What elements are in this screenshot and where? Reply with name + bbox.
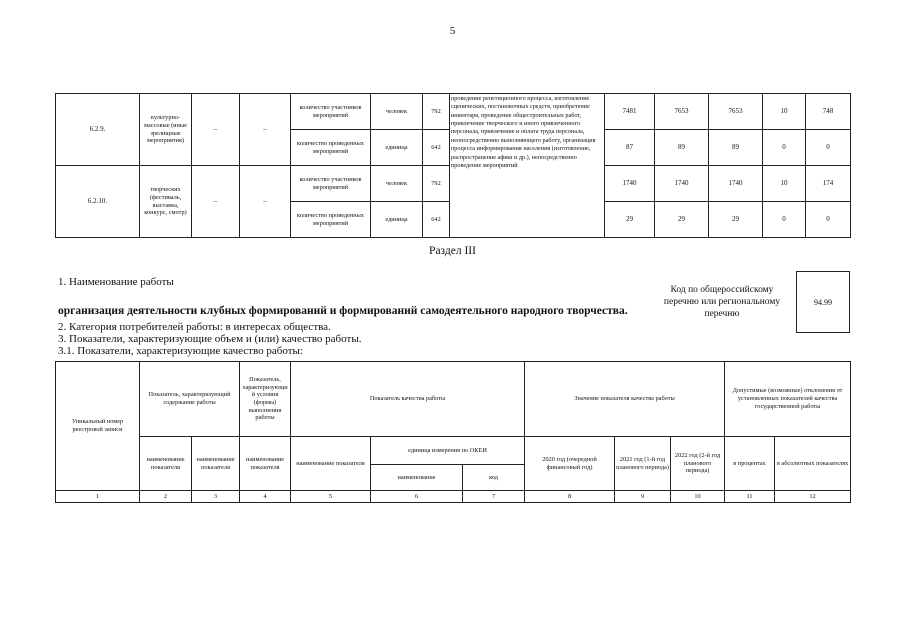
value-2021: 1740 [655, 166, 709, 202]
header-percent: в процентах [725, 437, 775, 491]
deviation-absolute: 0 [806, 130, 851, 166]
header-conditions: Показатель, характеризующий условия (формы) выполнения работы [240, 362, 291, 437]
column-number: 1 [56, 491, 140, 503]
row-dash: – [240, 94, 291, 166]
indicators-heading: 3. Показатели, характеризующие объем и (или) качество работы. [58, 333, 362, 345]
row-unit: человек [371, 166, 423, 202]
activity-table [55, 93, 851, 238]
row-indicator: количество проведенных мероприятий [291, 130, 371, 166]
deviation-absolute: 0 [806, 202, 851, 238]
column-number-row [56, 491, 851, 503]
column-number: 10 [671, 491, 725, 503]
header-unit-okei: единица измерения по ОКЕИ [371, 437, 525, 465]
header-row [56, 362, 851, 437]
consumer-category: 2. Категория потребителей работы: в интересах общества. [58, 321, 331, 333]
code-label: Код по общероссийскому перечню или региональному перечню [663, 285, 781, 319]
deviation-percent: 10 [763, 94, 806, 130]
row-code: 6.2.9. [56, 94, 140, 166]
value-2022: 7653 [709, 94, 763, 130]
column-number: 3 [192, 491, 240, 503]
row-indicator: количество участников мероприятий [291, 94, 371, 130]
row-name: культурно-массовые (иные зрелищные мероприятия) [140, 94, 192, 166]
work-name: организация деятельности клубных формирований и формирований самодеятельного народного творчества. [58, 305, 628, 317]
header-value: Значение показателя качества работы [525, 362, 725, 437]
header-indicator-name: наименование показателя [240, 437, 291, 491]
header-unit-name: наименование [371, 465, 463, 491]
section-title: Раздел III [429, 245, 476, 257]
value-2020: 87 [605, 130, 655, 166]
quality-heading: 3.1. Показатели, характеризующие качество работы: [58, 345, 303, 357]
quality-table [55, 361, 851, 503]
deviation-absolute: 174 [806, 166, 851, 202]
header-indicator-name: наименование показателя [291, 437, 371, 491]
row-indicator: количество проведенных мероприятий [291, 202, 371, 238]
row-okei: 792 [423, 94, 450, 130]
column-number: 12 [775, 491, 851, 503]
value-2020: 7481 [605, 94, 655, 130]
value-2020: 1740 [605, 166, 655, 202]
value-2022: 1740 [709, 166, 763, 202]
table-row [56, 94, 851, 130]
value-2021: 89 [655, 130, 709, 166]
header-registry: Уникальный номер реестровой записи [56, 362, 140, 491]
row-okei: 792 [423, 166, 450, 202]
value-2021: 7653 [655, 94, 709, 130]
column-number: 6 [371, 491, 463, 503]
row-unit: человек [371, 94, 423, 130]
header-year-2021: 2021 год (1-й год планового периода) [615, 437, 671, 491]
work-name-label: 1. Наименование работы [58, 276, 174, 288]
row-dash: – [192, 166, 240, 238]
header-content: Показатель, характеризующий содержание работы [140, 362, 240, 437]
column-number: 8 [525, 491, 615, 503]
column-number: 2 [140, 491, 192, 503]
row-okei: 642 [423, 130, 450, 166]
row-code: 6.2.10. [56, 166, 140, 238]
row-dash: – [240, 166, 291, 238]
header-quality: Показатель качества работы [291, 362, 525, 437]
deviation-percent: 0 [763, 130, 806, 166]
page-number: 5 [449, 25, 456, 37]
header-absolute: в абсолютных показателях [775, 437, 851, 491]
row-indicator: количество участников мероприятий [291, 166, 371, 202]
column-number: 7 [463, 491, 525, 503]
value-2022: 29 [709, 202, 763, 238]
row-dash: – [192, 94, 240, 166]
header-deviation: Допустимые (возможные) отклонения от установленных показателей качества государственной работы [725, 362, 851, 437]
column-number: 9 [615, 491, 671, 503]
value-2020: 29 [605, 202, 655, 238]
code-box: 94.99 [796, 271, 850, 333]
header-indicator-name: наименование показателя [140, 437, 192, 491]
column-number: 4 [240, 491, 291, 503]
row-name: творческих (фестиваль, выставка, конкурс, смотр) [140, 166, 192, 238]
row-unit: единица [371, 130, 423, 166]
header-row [56, 437, 851, 465]
value-2022: 89 [709, 130, 763, 166]
header-unit-code: код [463, 465, 525, 491]
header-year-2022: 2022 год (2-й год планового периода) [671, 437, 725, 491]
value-2021: 29 [655, 202, 709, 238]
row-okei: 642 [423, 202, 450, 238]
work-description: проведение репетиционного процесса, изготовление сценических, постановочных средств, приобретение инвентаря, проведение общестроительных работ, привлечение творческого и иного привлеченного персонала, привлечение и оплата труда персонала, неопосредственно выполняющего работу, организация процесса информирования населения (изготовление, распространение афиш и др.), непосредственно проведение мероприятий [450, 94, 605, 238]
deviation-percent: 10 [763, 166, 806, 202]
deviation-percent: 0 [763, 202, 806, 238]
header-indicator-name: наименование показателя [192, 437, 240, 491]
row-unit: единица [371, 202, 423, 238]
header-year-2020: 2020 год (очередной финансовый год) [525, 437, 615, 491]
deviation-absolute: 748 [806, 94, 851, 130]
column-number: 11 [725, 491, 775, 503]
column-number: 5 [291, 491, 371, 503]
